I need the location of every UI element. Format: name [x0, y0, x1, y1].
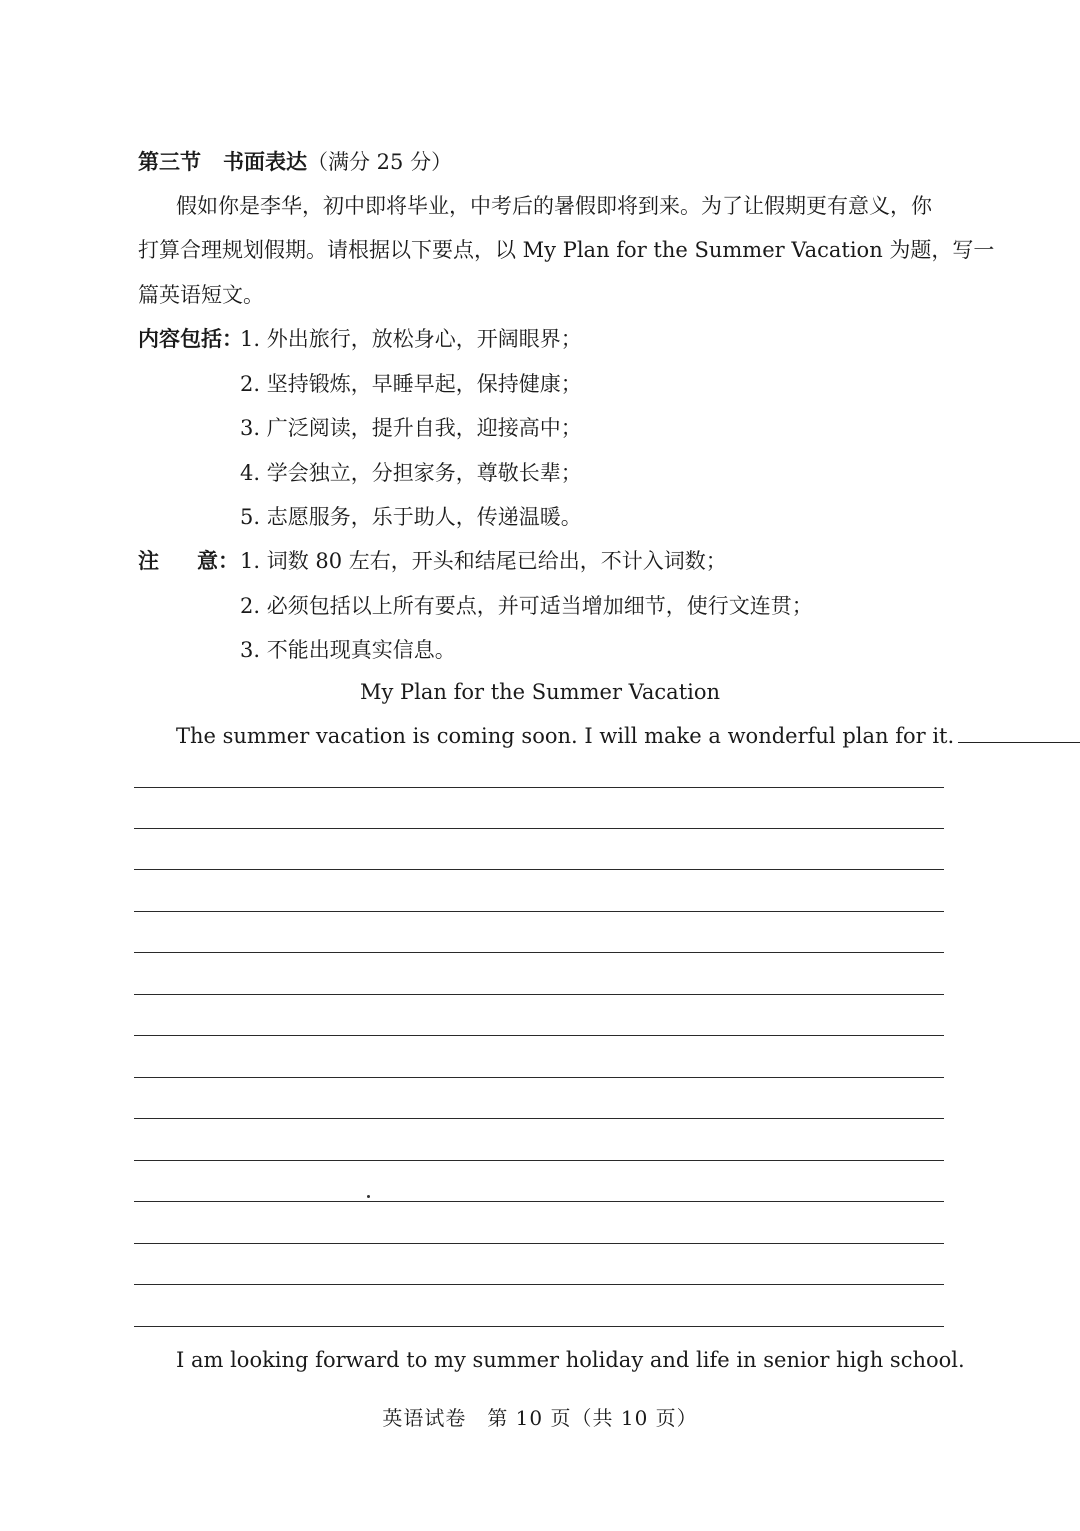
essay-opening-line [176, 724, 1080, 748]
writing-line[interactable] [134, 1160, 944, 1161]
essay-ending: I am looking forward to my summer holiday and life in senior high school. [176, 1348, 965, 1372]
note-item-2: 2. 必须包括以上所有要点，并可适当增加细节，使行文连贯； [240, 594, 813, 618]
page-footer: 英语试卷 第 10 页（共 10 页） [382, 1406, 698, 1430]
notes-label-a: 注 [138, 548, 159, 573]
writing-line[interactable] [134, 828, 944, 829]
essay-title: My Plan for the Summer Vacation [359, 680, 721, 704]
section-name: 书面表达 [223, 149, 307, 174]
content-item-2: 2. 坚持锻炼，早睡早起，保持健康； [240, 372, 582, 396]
writing-line[interactable] [134, 1118, 944, 1119]
ink-speck [367, 1195, 370, 1198]
section-score: （满分 25 分） [307, 150, 453, 174]
content-item-1: 1. 外出旅行，放松身心，开阔眼界； [240, 327, 582, 351]
note-item-1: 1. 词数 80 左右，开头和结尾已给出，不计入词数； [240, 549, 727, 573]
writing-line[interactable] [134, 952, 944, 953]
content-label: 内容包括： [138, 326, 243, 351]
section-number: 第三节 [138, 149, 201, 174]
writing-line[interactable] [134, 1201, 944, 1202]
content-item-5: 5. 志愿服务，乐于助人，传递温暖。 [240, 505, 582, 529]
content-item-3: 3. 广泛阅读，提升自我，迎接高中； [240, 416, 582, 440]
essay-opening: The summer vacation is coming soon. I will make a wonderful plan for it. [176, 724, 955, 748]
writing-line[interactable] [134, 1243, 944, 1244]
answer-blank[interactable] [958, 724, 1080, 743]
content-item-4: 4. 学会独立，分担家务，尊敬长辈； [240, 461, 582, 485]
notes-label [138, 545, 239, 575]
writing-line[interactable] [134, 1284, 944, 1285]
writing-line[interactable] [134, 1326, 944, 1327]
writing-line[interactable] [134, 994, 944, 995]
note-item-3: 3. 不能出现真实信息。 [240, 638, 456, 662]
writing-line[interactable] [134, 787, 944, 788]
intro-line-1: 假如你是李华，初中即将毕业，中考后的暑假即将到来。为了让假期更有意义，你 [176, 194, 932, 218]
writing-line[interactable] [134, 1035, 944, 1036]
writing-line[interactable] [134, 911, 944, 912]
writing-line[interactable] [134, 869, 944, 870]
intro-line-2: 打算合理规划假期。请根据以下要点，以 My Plan for the Summer Vacation 为题，写一 [138, 238, 995, 262]
intro-line-3: 篇英语短文。 [138, 283, 264, 307]
writing-line[interactable] [134, 1077, 944, 1078]
notes-label-b: 意： [197, 548, 239, 573]
section-heading [138, 146, 452, 176]
